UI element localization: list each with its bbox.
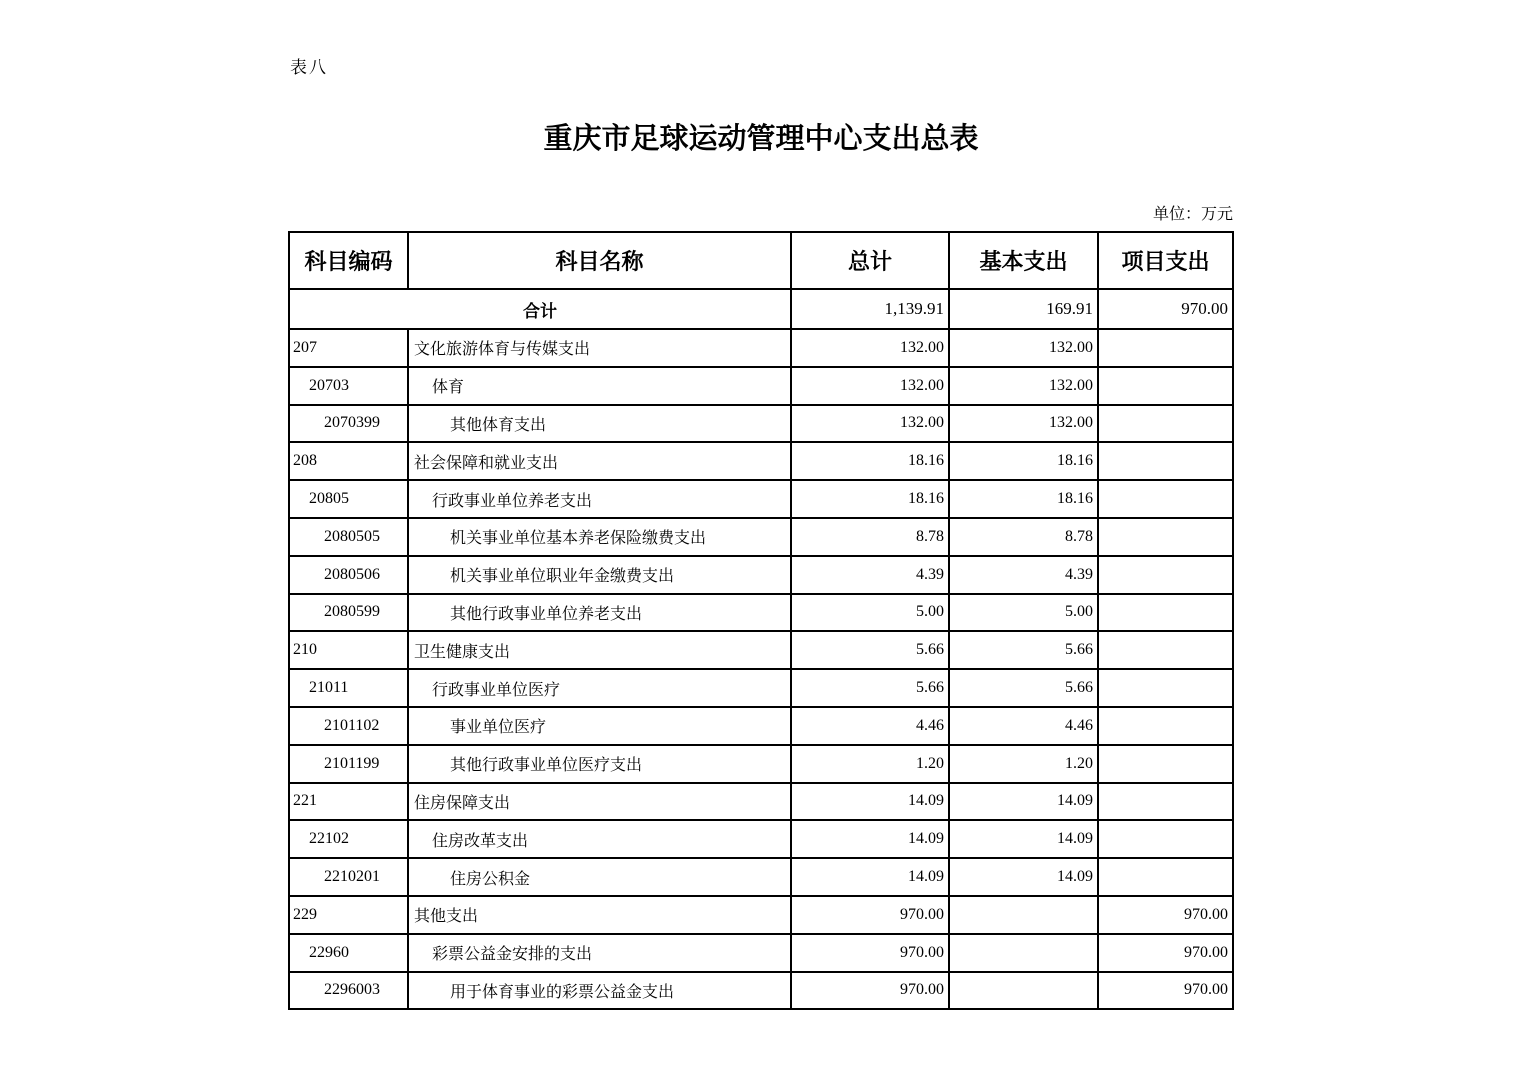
project-expense-cell [1098, 329, 1233, 367]
project-expense-cell: 970.00 [1098, 896, 1233, 934]
subject-code-cell: 2101199 [289, 745, 408, 783]
project-expense-cell [1098, 594, 1233, 632]
table-row [289, 405, 1233, 443]
total-row-label: 合计 [289, 289, 791, 329]
table-row [289, 367, 1233, 405]
grand-total-cell: 4.46 [791, 707, 949, 745]
col-header-grand-total: 总计 [791, 232, 949, 289]
subject-code-cell: 20805 [289, 480, 408, 518]
subject-code-cell: 2080599 [289, 594, 408, 632]
table-row [289, 745, 1233, 783]
table-row [289, 518, 1233, 556]
subject-code-cell: 22960 [289, 934, 408, 972]
subject-name-cell: 住房改革支出 [408, 820, 791, 858]
subject-code-cell: 210 [289, 631, 408, 669]
basic-expense-cell: 14.09 [949, 858, 1098, 896]
subject-name-cell: 卫生健康支出 [408, 631, 791, 669]
grand-total-cell: 14.09 [791, 858, 949, 896]
grand-total-cell: 970.00 [791, 972, 949, 1010]
table-row [289, 934, 1233, 972]
basic-expense-cell: 14.09 [949, 783, 1098, 821]
grand-total-cell: 132.00 [791, 329, 949, 367]
subject-code-cell: 20703 [289, 367, 408, 405]
project-expense-cell: 970.00 [1098, 934, 1233, 972]
col-header-project-expense: 项目支出 [1098, 232, 1233, 289]
project-expense-cell [1098, 518, 1233, 556]
subject-name-cell: 行政事业单位养老支出 [408, 480, 791, 518]
table-row [289, 480, 1233, 518]
subject-name-cell: 机关事业单位职业年金缴费支出 [408, 556, 791, 594]
basic-expense-cell: 132.00 [949, 405, 1098, 443]
grand-total-cell: 970.00 [791, 934, 949, 972]
project-expense-cell [1098, 442, 1233, 480]
total-row-grand-total: 1,139.91 [791, 289, 949, 329]
table-row [289, 594, 1233, 632]
basic-expense-cell: 18.16 [949, 442, 1098, 480]
basic-expense-cell: 5.00 [949, 594, 1098, 632]
subject-code-cell: 2210201 [289, 858, 408, 896]
grand-total-cell: 14.09 [791, 783, 949, 821]
subject-code-cell: 2101102 [289, 707, 408, 745]
subject-code-cell: 2080506 [289, 556, 408, 594]
subject-code-cell: 22102 [289, 820, 408, 858]
project-expense-cell [1098, 556, 1233, 594]
table-row [289, 972, 1233, 1010]
grand-total-cell: 970.00 [791, 896, 949, 934]
table-row [289, 556, 1233, 594]
table-row [289, 707, 1233, 745]
table-row [289, 442, 1233, 480]
grand-total-cell: 14.09 [791, 820, 949, 858]
subject-code-cell: 2070399 [289, 405, 408, 443]
basic-expense-cell: 5.66 [949, 669, 1098, 707]
grand-total-cell: 5.00 [791, 594, 949, 632]
subject-code-cell: 221 [289, 783, 408, 821]
header-row [289, 232, 1233, 289]
subject-code-cell: 207 [289, 329, 408, 367]
basic-expense-cell: 5.66 [949, 631, 1098, 669]
basic-expense-cell: 4.46 [949, 707, 1098, 745]
project-expense-cell: 970.00 [1098, 972, 1233, 1010]
subject-name-cell: 机关事业单位基本养老保险缴费支出 [408, 518, 791, 556]
subject-name-cell: 彩票公益金安排的支出 [408, 934, 791, 972]
col-header-subject-name: 科目名称 [408, 232, 791, 289]
grand-total-cell: 18.16 [791, 480, 949, 518]
subject-code-cell: 2296003 [289, 972, 408, 1010]
project-expense-cell [1098, 480, 1233, 518]
basic-expense-cell [949, 972, 1098, 1010]
table-row [289, 820, 1233, 858]
table-body [289, 329, 1233, 1009]
project-expense-cell [1098, 367, 1233, 405]
project-expense-cell [1098, 820, 1233, 858]
basic-expense-cell [949, 896, 1098, 934]
project-expense-cell [1098, 631, 1233, 669]
project-expense-cell [1098, 858, 1233, 896]
basic-expense-cell: 8.78 [949, 518, 1098, 556]
table-row [289, 669, 1233, 707]
basic-expense-cell [949, 934, 1098, 972]
subject-name-cell: 其他支出 [408, 896, 791, 934]
subject-name-cell: 社会保障和就业支出 [408, 442, 791, 480]
subject-name-cell: 其他体育支出 [408, 405, 791, 443]
subject-code-cell: 229 [289, 896, 408, 934]
unit-note: 单位：万元 [1152, 206, 1233, 223]
grand-total-cell: 18.16 [791, 442, 949, 480]
table-row [289, 783, 1233, 821]
grand-total-cell: 1.20 [791, 745, 949, 783]
grand-total-cell: 132.00 [791, 405, 949, 443]
subject-name-cell: 住房公积金 [408, 858, 791, 896]
page-title: 重庆市足球运动管理中心支出总表 [543, 123, 979, 155]
table-row [289, 329, 1233, 367]
basic-expense-cell: 1.20 [949, 745, 1098, 783]
project-expense-cell [1098, 669, 1233, 707]
basic-expense-cell: 14.09 [949, 820, 1098, 858]
subject-name-cell: 事业单位医疗 [408, 707, 791, 745]
total-row-basic-expense: 169.91 [949, 289, 1098, 329]
total-row-project-expense: 970.00 [1098, 289, 1233, 329]
project-expense-cell [1098, 783, 1233, 821]
subject-name-cell: 其他行政事业单位养老支出 [408, 594, 791, 632]
subject-code-cell: 2080505 [289, 518, 408, 556]
subject-code-cell: 21011 [289, 669, 408, 707]
subject-name-cell: 行政事业单位医疗 [408, 669, 791, 707]
basic-expense-cell: 132.00 [949, 367, 1098, 405]
grand-total-cell: 8.78 [791, 518, 949, 556]
subject-name-cell: 其他行政事业单位医疗支出 [408, 745, 791, 783]
col-header-basic-expense: 基本支出 [949, 232, 1098, 289]
basic-expense-cell: 18.16 [949, 480, 1098, 518]
col-header-subject-code: 科目编码 [289, 232, 408, 289]
table-row [289, 631, 1233, 669]
subject-name-cell: 文化旅游体育与传媒支出 [408, 329, 791, 367]
basic-expense-cell: 132.00 [949, 329, 1098, 367]
table-row [289, 858, 1233, 896]
project-expense-cell [1098, 745, 1233, 783]
total-row [289, 289, 1233, 329]
grand-total-cell: 5.66 [791, 669, 949, 707]
subject-name-cell: 住房保障支出 [408, 783, 791, 821]
grand-total-cell: 5.66 [791, 631, 949, 669]
table-row [289, 896, 1233, 934]
subject-name-cell: 用于体育事业的彩票公益金支出 [408, 972, 791, 1010]
grand-total-cell: 4.39 [791, 556, 949, 594]
project-expense-cell [1098, 405, 1233, 443]
expense-table [288, 231, 1234, 1010]
subject-name-cell: 体育 [408, 367, 791, 405]
sheet-label: 表八 [290, 58, 328, 77]
basic-expense-cell: 4.39 [949, 556, 1098, 594]
subject-code-cell: 208 [289, 442, 408, 480]
project-expense-cell [1098, 707, 1233, 745]
grand-total-cell: 132.00 [791, 367, 949, 405]
